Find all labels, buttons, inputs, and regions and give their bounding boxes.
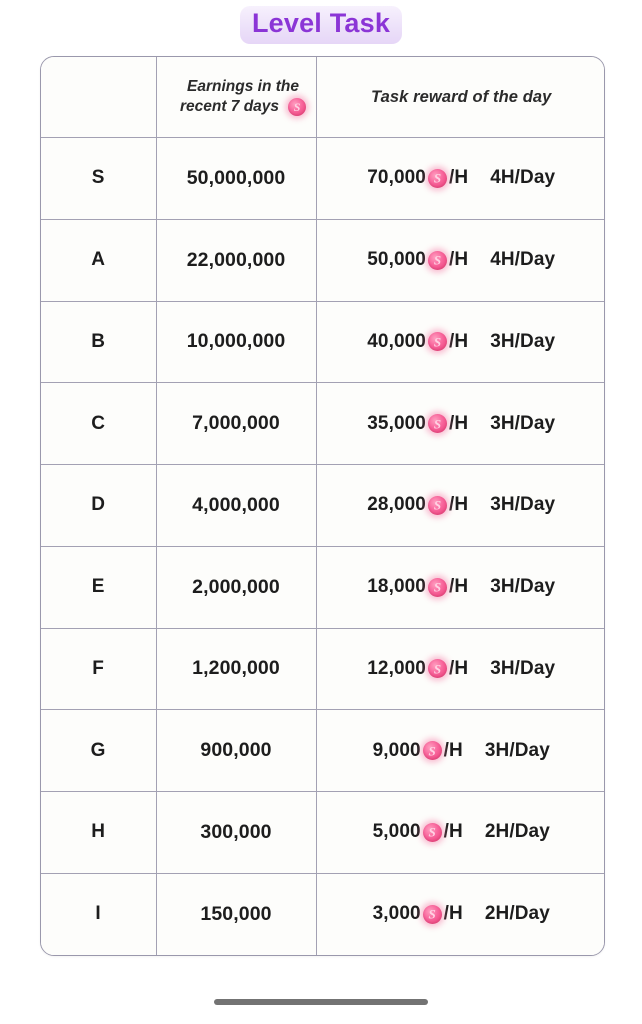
reward-amount: 12,000 — [367, 657, 426, 679]
reward-hours-per-day: 3H/Day — [484, 739, 550, 761]
table-row — [41, 628, 605, 710]
table-row — [41, 138, 605, 220]
cell-earnings: 4,000,000 — [156, 465, 316, 547]
reward-unit: /H — [448, 657, 469, 679]
header-earnings-line2: recent 7 days — [179, 98, 280, 115]
cell-earnings: 150,000 — [156, 873, 316, 955]
table-row — [41, 546, 605, 628]
cell-task-reward — [316, 138, 605, 220]
cell-task-reward — [316, 219, 605, 301]
table-row — [41, 301, 605, 383]
reward-unit: /H — [443, 739, 463, 761]
reward-unit: /H — [448, 412, 469, 434]
reward-hours-per-day: 4H/Day — [490, 167, 556, 189]
page-title-bar — [0, 0, 642, 50]
table-row — [41, 219, 605, 301]
coin-icon — [288, 98, 306, 116]
level-task-table — [40, 56, 605, 956]
cell-earnings: 7,000,000 — [156, 383, 316, 465]
reward-unit: /H — [448, 167, 469, 189]
reward-amount: 28,000 — [367, 494, 426, 516]
cell-level: H — [41, 792, 156, 874]
coin-icon — [428, 578, 447, 597]
reward-hours-per-day: 2H/Day — [484, 821, 550, 843]
coin-icon — [423, 741, 442, 760]
cell-task-reward — [316, 383, 605, 465]
cell-task-reward — [316, 710, 605, 792]
cell-earnings: 1,200,000 — [156, 628, 316, 710]
reward-hours-per-day: 3H/Day — [490, 657, 556, 679]
reward-amount: 50,000 — [367, 249, 426, 271]
table-body — [41, 138, 605, 956]
reward-amount: 5,000 — [372, 821, 421, 843]
header-level — [41, 57, 156, 138]
cell-task-reward — [316, 873, 605, 955]
header-earnings — [156, 57, 316, 138]
reward-hours-per-day: 4H/Day — [490, 249, 556, 271]
header-earnings-line1: Earnings in the — [187, 78, 299, 96]
table-row — [41, 710, 605, 792]
header-task-reward: Task reward of the day — [316, 57, 605, 138]
reward-amount: 70,000 — [367, 167, 426, 189]
reward-amount: 35,000 — [367, 412, 426, 434]
cell-earnings: 22,000,000 — [156, 219, 316, 301]
table-row — [41, 465, 605, 547]
reward-unit: /H — [448, 494, 469, 516]
cell-earnings: 50,000,000 — [156, 138, 316, 220]
table-row — [41, 873, 605, 955]
cell-earnings: 900,000 — [156, 710, 316, 792]
coin-icon — [428, 414, 447, 433]
reward-amount: 40,000 — [367, 330, 426, 352]
coin-icon — [428, 169, 447, 188]
reward-unit: /H — [443, 903, 463, 925]
cell-task-reward — [316, 301, 605, 383]
page-title: Level Task — [240, 6, 402, 43]
table-header-row — [41, 57, 605, 138]
cell-earnings: 300,000 — [156, 792, 316, 874]
reward-hours-per-day: 3H/Day — [490, 576, 556, 598]
reward-hours-per-day: 3H/Day — [490, 494, 556, 516]
cell-earnings: 10,000,000 — [156, 301, 316, 383]
cell-task-reward — [316, 546, 605, 628]
reward-unit: /H — [448, 249, 469, 271]
table-row — [41, 383, 605, 465]
cell-level: A — [41, 219, 156, 301]
cell-task-reward — [316, 792, 605, 874]
reward-amount: 18,000 — [367, 576, 426, 598]
reward-hours-per-day: 3H/Day — [490, 412, 556, 434]
cell-task-reward — [316, 465, 605, 547]
cell-level: G — [41, 710, 156, 792]
coin-icon — [428, 251, 447, 270]
home-indicator[interactable] — [214, 999, 428, 1005]
reward-unit: /H — [448, 330, 469, 352]
cell-level: B — [41, 301, 156, 383]
coin-icon — [423, 823, 442, 842]
reward-amount: 9,000 — [372, 739, 421, 761]
cell-earnings: 2,000,000 — [156, 546, 316, 628]
coin-icon — [428, 332, 447, 351]
cell-level: D — [41, 465, 156, 547]
table-row — [41, 792, 605, 874]
reward-unit: /H — [443, 821, 463, 843]
cell-level: E — [41, 546, 156, 628]
cell-level: I — [41, 873, 156, 955]
coin-icon — [428, 496, 447, 515]
cell-task-reward — [316, 628, 605, 710]
cell-level: S — [41, 138, 156, 220]
reward-hours-per-day: 2H/Day — [484, 903, 550, 925]
reward-unit: /H — [448, 576, 469, 598]
reward-amount: 3,000 — [372, 903, 421, 925]
cell-level: F — [41, 628, 156, 710]
coin-icon — [423, 905, 442, 924]
reward-hours-per-day: 3H/Day — [490, 330, 556, 352]
coin-icon — [428, 659, 447, 678]
cell-level: C — [41, 383, 156, 465]
